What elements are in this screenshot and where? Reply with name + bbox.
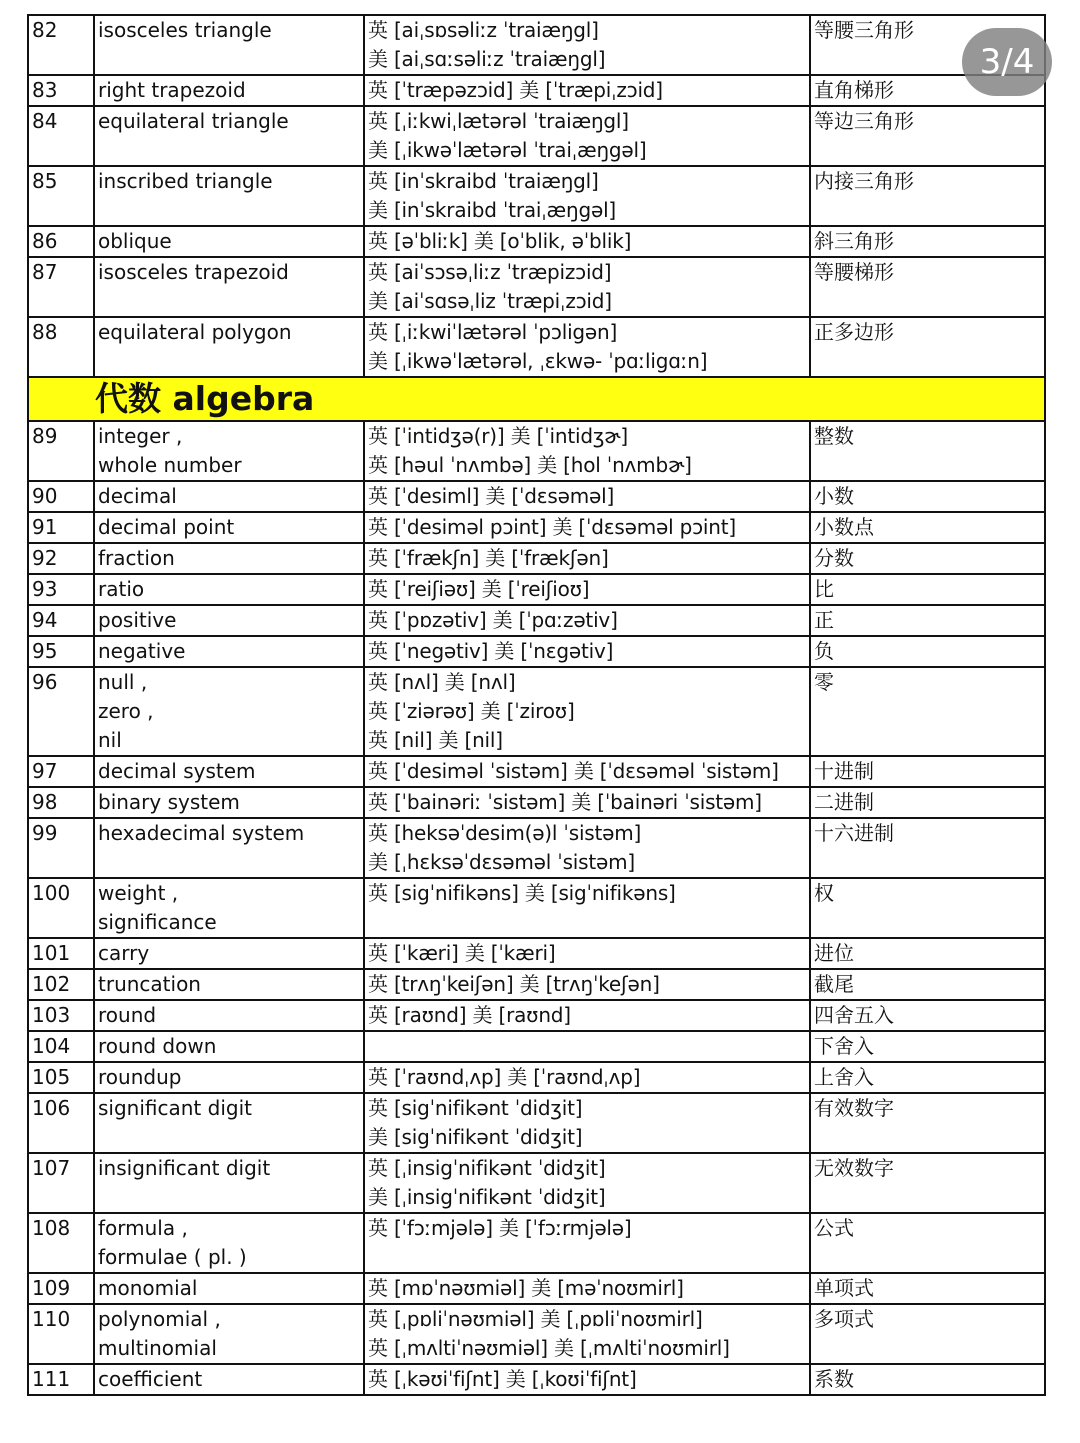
english-term-cell bbox=[94, 756, 364, 787]
table-row bbox=[28, 605, 1045, 636]
chinese-translation: 进位 bbox=[810, 938, 1045, 969]
english-term: oblique bbox=[98, 229, 172, 253]
english-term-cell bbox=[94, 787, 364, 818]
chinese-translation: 上舍入 bbox=[810, 1062, 1045, 1093]
chinese-translation: 十六进制 bbox=[810, 818, 1045, 878]
phonetic-transcription: 英 [ˈdesiml] 美 [ˈdɛsəməl] bbox=[368, 484, 615, 508]
table-row bbox=[28, 257, 1045, 317]
english-term-cell bbox=[94, 878, 364, 938]
chinese-translation: 单项式 bbox=[810, 1273, 1045, 1304]
row-number: 91 bbox=[28, 512, 94, 543]
english-term-cell bbox=[94, 166, 364, 226]
english-term: ratio bbox=[98, 577, 145, 601]
english-term: null , bbox=[98, 670, 148, 694]
english-term-cell bbox=[94, 667, 364, 756]
phonetic-cell bbox=[364, 938, 810, 969]
table-row bbox=[28, 421, 1045, 481]
table-row bbox=[28, 1273, 1045, 1304]
english-term: positive bbox=[98, 608, 177, 632]
phonetic-transcription: 英 [nʌl] 美 [nʌl] bbox=[368, 670, 516, 694]
table-row bbox=[28, 1213, 1045, 1273]
phonetic-cell bbox=[364, 106, 810, 166]
phonetic-cell bbox=[364, 1000, 810, 1031]
chinese-translation: 公式 bbox=[810, 1213, 1045, 1273]
chinese-translation: 等边三角形 bbox=[810, 106, 1045, 166]
english-term: insignificant digit bbox=[98, 1156, 271, 1180]
table-row bbox=[28, 1093, 1045, 1153]
chinese-translation: 比 bbox=[810, 574, 1045, 605]
english-term-cell bbox=[94, 15, 364, 75]
phonetic-cell bbox=[364, 1364, 810, 1395]
chinese-translation: 负 bbox=[810, 636, 1045, 667]
phonetic-transcription: 英 [ˌpɒliˈnəʊmiəl] 美 [ˌpɒliˈnoʊmirl] bbox=[368, 1307, 703, 1331]
chinese-translation: 斜三角形 bbox=[810, 226, 1045, 257]
row-number: 101 bbox=[28, 938, 94, 969]
row-number: 100 bbox=[28, 878, 94, 938]
algebra-rows bbox=[28, 421, 1045, 1395]
row-number: 111 bbox=[28, 1364, 94, 1395]
phonetic-cell bbox=[364, 756, 810, 787]
chinese-translation: 系数 bbox=[810, 1364, 1045, 1395]
english-term-cell bbox=[94, 481, 364, 512]
chinese-translation: 截尾 bbox=[810, 969, 1045, 1000]
table-row bbox=[28, 543, 1045, 574]
row-number: 89 bbox=[28, 421, 94, 481]
phonetic-cell bbox=[364, 317, 810, 377]
row-number: 95 bbox=[28, 636, 94, 667]
phonetic-cell bbox=[364, 481, 810, 512]
english-term: equilateral triangle bbox=[98, 109, 289, 133]
phonetic-transcription: 英 [raʊnd] 美 [raʊnd] bbox=[368, 1003, 571, 1027]
chinese-translation: 分数 bbox=[810, 543, 1045, 574]
english-term-cell bbox=[94, 1213, 364, 1273]
table-row bbox=[28, 1153, 1045, 1213]
phonetic-transcription: 美 [ˌinsigˈnifikənt ˈdidʒit] bbox=[368, 1185, 606, 1209]
english-term-cell bbox=[94, 969, 364, 1000]
english-term: round bbox=[98, 1003, 157, 1027]
english-term-cell bbox=[94, 226, 364, 257]
table-row bbox=[28, 756, 1045, 787]
table-row bbox=[28, 75, 1045, 106]
section-title: 代数 algebra bbox=[28, 377, 1045, 421]
page-indicator-badge[interactable]: 3/4 bbox=[962, 28, 1052, 96]
phonetic-transcription: 英 [ˈziərəʊ] 美 [ˈziroʊ] bbox=[368, 699, 575, 723]
phonetic-transcription: 美 [inˈskraibd ˈtraiˌæŋgəl] bbox=[368, 198, 617, 222]
phonetic-transcription: 英 [ˈintidʒə(r)] 美 [ˈintidʒɚ] bbox=[368, 424, 628, 448]
table-row bbox=[28, 818, 1045, 878]
table-row bbox=[28, 878, 1045, 938]
english-term-cell bbox=[94, 1000, 364, 1031]
phonetic-transcription: 英 [ˈtræpəzɔid] 美 [ˈtræpiˌzɔid] bbox=[368, 78, 663, 102]
row-number: 92 bbox=[28, 543, 94, 574]
english-term: whole number bbox=[98, 453, 242, 477]
english-term: roundup bbox=[98, 1065, 182, 1089]
english-term-cell bbox=[94, 1153, 364, 1213]
row-number: 84 bbox=[28, 106, 94, 166]
english-term: nil bbox=[98, 728, 122, 752]
table-row bbox=[28, 667, 1045, 756]
english-term: negative bbox=[98, 639, 186, 663]
phonetic-transcription: 英 [ˌiːkwiˌlætərəl ˈtraiæŋgl] bbox=[368, 109, 629, 133]
phonetic-cell bbox=[364, 636, 810, 667]
phonetic-cell bbox=[364, 1304, 810, 1364]
english-term: truncation bbox=[98, 972, 201, 996]
phonetic-cell bbox=[364, 1093, 810, 1153]
row-number: 87 bbox=[28, 257, 94, 317]
phonetic-transcription: 英 [əˈbliːk] 美 [oˈblik, əˈblik] bbox=[368, 229, 632, 253]
row-number: 102 bbox=[28, 969, 94, 1000]
phonetic-transcription: 英 [ˈfɔːmjələ] 美 [ˈfɔːrmjələ] bbox=[368, 1216, 632, 1240]
row-number: 85 bbox=[28, 166, 94, 226]
phonetic-transcription: 英 [ˈnegətiv] 美 [ˈnɛgətiv] bbox=[368, 639, 614, 663]
phonetic-cell bbox=[364, 818, 810, 878]
chinese-translation: 直角梯形 bbox=[810, 75, 1045, 106]
phonetic-transcription: 英 [həul ˈnʌmbə] 美 [hol ˈnʌmbɚ] bbox=[368, 453, 692, 477]
phonetic-cell bbox=[364, 605, 810, 636]
chinese-translation: 十进制 bbox=[810, 756, 1045, 787]
phonetic-transcription: 英 [inˈskraibd ˈtraiæŋgl] bbox=[368, 169, 599, 193]
english-term: formula , bbox=[98, 1216, 188, 1240]
english-term-cell bbox=[94, 1364, 364, 1395]
row-number: 94 bbox=[28, 605, 94, 636]
phonetic-transcription: 英 [ˈreiʃiəʊ] 美 [ˈreiʃioʊ] bbox=[368, 577, 590, 601]
table-row bbox=[28, 106, 1045, 166]
row-number: 93 bbox=[28, 574, 94, 605]
chinese-translation: 内接三角形 bbox=[810, 166, 1045, 226]
vocabulary-table bbox=[27, 14, 1046, 1396]
english-term: polynomial , bbox=[98, 1307, 221, 1331]
chinese-translation: 权 bbox=[810, 878, 1045, 938]
phonetic-transcription: 英 [nil] 美 [nil] bbox=[368, 728, 503, 752]
english-term-cell bbox=[94, 1093, 364, 1153]
phonetic-cell bbox=[364, 1213, 810, 1273]
phonetic-cell bbox=[364, 787, 810, 818]
english-term: weight , bbox=[98, 881, 179, 905]
row-number: 106 bbox=[28, 1093, 94, 1153]
phonetic-cell bbox=[364, 257, 810, 317]
table-row bbox=[28, 574, 1045, 605]
english-term: carry bbox=[98, 941, 150, 965]
table-row bbox=[28, 1304, 1045, 1364]
english-term: significant digit bbox=[98, 1096, 252, 1120]
phonetic-transcription: 英 [ˌinsigˈnifikənt ˈdidʒit] bbox=[368, 1156, 606, 1180]
chinese-translation: 等腰三角形 bbox=[810, 15, 1045, 75]
chinese-translation: 有效数字 bbox=[810, 1093, 1045, 1153]
row-number: 97 bbox=[28, 756, 94, 787]
phonetic-cell bbox=[364, 75, 810, 106]
phonetic-transcription: 英 [ˈraʊndˌʌp] 美 [ˈraʊndˌʌp] bbox=[368, 1065, 641, 1089]
chinese-translation: 四舍五入 bbox=[810, 1000, 1045, 1031]
phonetic-transcription: 美 [aiˌsɑːsəliːz ˈtraiæŋgl] bbox=[368, 47, 606, 71]
row-number: 82 bbox=[28, 15, 94, 75]
phonetic-transcription: 英 [sigˈnifikəns] 美 [sigˈnifikəns] bbox=[368, 881, 676, 905]
phonetic-transcription: 英 [trʌŋˈkeiʃən] 美 [trʌŋˈkeʃən] bbox=[368, 972, 660, 996]
phonetic-cell bbox=[364, 512, 810, 543]
english-term: monomial bbox=[98, 1276, 198, 1300]
table-row bbox=[28, 15, 1045, 75]
phonetic-transcription: 英 [ˌmʌltiˈnəʊmiəl] 美 [ˌmʌltiˈnoʊmirl] bbox=[368, 1336, 730, 1360]
geometry-rows bbox=[28, 15, 1045, 377]
row-number: 107 bbox=[28, 1153, 94, 1213]
section-row-algebra bbox=[28, 377, 1045, 421]
english-term-cell bbox=[94, 1062, 364, 1093]
table-row bbox=[28, 969, 1045, 1000]
row-number: 83 bbox=[28, 75, 94, 106]
english-term: significance bbox=[98, 910, 217, 934]
chinese-translation: 无效数字 bbox=[810, 1153, 1045, 1213]
english-term-cell bbox=[94, 818, 364, 878]
phonetic-transcription: 英 [ˈbainəriː ˈsistəm] 美 [ˈbainəri ˈsistəm] bbox=[368, 790, 762, 814]
chinese-translation: 多项式 bbox=[810, 1304, 1045, 1364]
english-term-cell bbox=[94, 106, 364, 166]
phonetic-cell bbox=[364, 226, 810, 257]
phonetic-cell bbox=[364, 1031, 810, 1062]
phonetic-transcription: 美 [ˌikwəˈlætərəl ˈtraiˌæŋgəl] bbox=[368, 138, 647, 162]
row-number: 110 bbox=[28, 1304, 94, 1364]
chinese-translation: 小数 bbox=[810, 481, 1045, 512]
row-number: 103 bbox=[28, 1000, 94, 1031]
table-row bbox=[28, 317, 1045, 377]
english-term-cell bbox=[94, 605, 364, 636]
table-row bbox=[28, 636, 1045, 667]
table-row bbox=[28, 226, 1045, 257]
phonetic-cell bbox=[364, 574, 810, 605]
chinese-translation: 正 bbox=[810, 605, 1045, 636]
row-number: 86 bbox=[28, 226, 94, 257]
table-row bbox=[28, 1364, 1045, 1395]
phonetic-transcription: 美 [sigˈnifikənt ˈdidʒit] bbox=[368, 1125, 583, 1149]
english-term: equilateral polygon bbox=[98, 320, 292, 344]
chinese-translation: 零 bbox=[810, 667, 1045, 756]
phonetic-transcription: 英 [aiˈsɔsəˌliːz ˈtræpizɔid] bbox=[368, 260, 612, 284]
phonetic-transcription: 英 [ˈdesiməl pɔint] 美 [ˈdɛsəməl pɔint] bbox=[368, 515, 737, 539]
chinese-translation: 整数 bbox=[810, 421, 1045, 481]
english-term-cell bbox=[94, 636, 364, 667]
phonetic-transcription: 英 [ˈfrækʃn] 美 [ˈfrækʃən] bbox=[368, 546, 609, 570]
chinese-translation: 下舍入 bbox=[810, 1031, 1045, 1062]
row-number: 88 bbox=[28, 317, 94, 377]
row-number: 98 bbox=[28, 787, 94, 818]
phonetic-cell bbox=[364, 667, 810, 756]
row-number: 105 bbox=[28, 1062, 94, 1093]
english-term-cell bbox=[94, 543, 364, 574]
english-term: round down bbox=[98, 1034, 217, 1058]
english-term: hexadecimal system bbox=[98, 821, 305, 845]
english-term: formulae ( pl. ) bbox=[98, 1245, 247, 1269]
phonetic-cell bbox=[364, 421, 810, 481]
row-number: 99 bbox=[28, 818, 94, 878]
english-term: coefficient bbox=[98, 1367, 203, 1391]
english-term: decimal system bbox=[98, 759, 256, 783]
english-term: decimal bbox=[98, 484, 177, 508]
phonetic-transcription: 英 [aiˌsɒsəliːz ˈtraiæŋgl] bbox=[368, 18, 599, 42]
table-row bbox=[28, 938, 1045, 969]
phonetic-transcription: 美 [aiˈsɑsəˌliz ˈtræpiˌzɔid] bbox=[368, 289, 612, 313]
row-number: 109 bbox=[28, 1273, 94, 1304]
phonetic-cell bbox=[364, 543, 810, 574]
phonetic-transcription: 英 [ˌiːkwiˈlætərəl ˈpɔligən] bbox=[368, 320, 618, 344]
phonetic-transcription: 美 [ˌikwəˈlætərəl, ˌɛkwə- ˈpɑːligɑːn] bbox=[368, 349, 708, 373]
row-number: 104 bbox=[28, 1031, 94, 1062]
english-term-cell bbox=[94, 1031, 364, 1062]
phonetic-transcription: 英 [ˈdesiməl ˈsistəm] 美 [ˈdɛsəməl ˈsistəm] bbox=[368, 759, 779, 783]
table-row bbox=[28, 481, 1045, 512]
english-term: integer , bbox=[98, 424, 183, 448]
table-row bbox=[28, 1000, 1045, 1031]
phonetic-transcription: 英 [heksəˈdesim(ə)l ˈsistəm] bbox=[368, 821, 642, 845]
english-term-cell bbox=[94, 75, 364, 106]
phonetic-transcription: 英 [sigˈnifikənt ˈdidʒit] bbox=[368, 1096, 583, 1120]
english-term: decimal point bbox=[98, 515, 235, 539]
chinese-translation: 等腰梯形 bbox=[810, 257, 1045, 317]
row-number: 90 bbox=[28, 481, 94, 512]
section-header bbox=[28, 377, 1045, 421]
english-term: isosceles triangle bbox=[98, 18, 272, 42]
english-term-cell bbox=[94, 574, 364, 605]
english-term: isosceles trapezoid bbox=[98, 260, 289, 284]
phonetic-cell bbox=[364, 878, 810, 938]
english-term-cell bbox=[94, 1304, 364, 1364]
english-term: multinomial bbox=[98, 1336, 217, 1360]
chinese-translation: 小数点 bbox=[810, 512, 1045, 543]
phonetic-cell bbox=[364, 166, 810, 226]
chinese-translation: 二进制 bbox=[810, 787, 1045, 818]
english-term-cell bbox=[94, 317, 364, 377]
english-term: binary system bbox=[98, 790, 240, 814]
english-term: right trapezoid bbox=[98, 78, 246, 102]
phonetic-cell bbox=[364, 1153, 810, 1213]
table-row bbox=[28, 1031, 1045, 1062]
phonetic-transcription: 英 [mɒˈnəʊmiəl] 美 [məˈnoʊmirl] bbox=[368, 1276, 684, 1300]
phonetic-transcription: 英 [ˈkæri] 美 [ˈkæri] bbox=[368, 941, 556, 965]
row-number: 96 bbox=[28, 667, 94, 756]
table-row bbox=[28, 512, 1045, 543]
phonetic-cell bbox=[364, 1062, 810, 1093]
english-term-cell bbox=[94, 938, 364, 969]
phonetic-transcription: 英 [ˈpɒzətiv] 美 [ˈpɑːzətiv] bbox=[368, 608, 618, 632]
chinese-translation: 正多边形 bbox=[810, 317, 1045, 377]
phonetic-cell bbox=[364, 15, 810, 75]
phonetic-transcription: 英 [ˌkəʊiˈfiʃnt] 美 [ˌkoʊiˈfiʃnt] bbox=[368, 1367, 637, 1391]
english-term: inscribed triangle bbox=[98, 169, 273, 193]
english-term-cell bbox=[94, 257, 364, 317]
english-term: fraction bbox=[98, 546, 175, 570]
table-row bbox=[28, 166, 1045, 226]
english-term-cell bbox=[94, 421, 364, 481]
phonetic-cell bbox=[364, 1273, 810, 1304]
table-row bbox=[28, 1062, 1045, 1093]
row-number: 108 bbox=[28, 1213, 94, 1273]
phonetic-transcription: 美 [ˌhɛksəˈdɛsəməl ˈsistəm] bbox=[368, 850, 636, 874]
english-term-cell bbox=[94, 1273, 364, 1304]
english-term: zero , bbox=[98, 699, 154, 723]
english-term-cell bbox=[94, 512, 364, 543]
table-row bbox=[28, 787, 1045, 818]
phonetic-cell bbox=[364, 969, 810, 1000]
